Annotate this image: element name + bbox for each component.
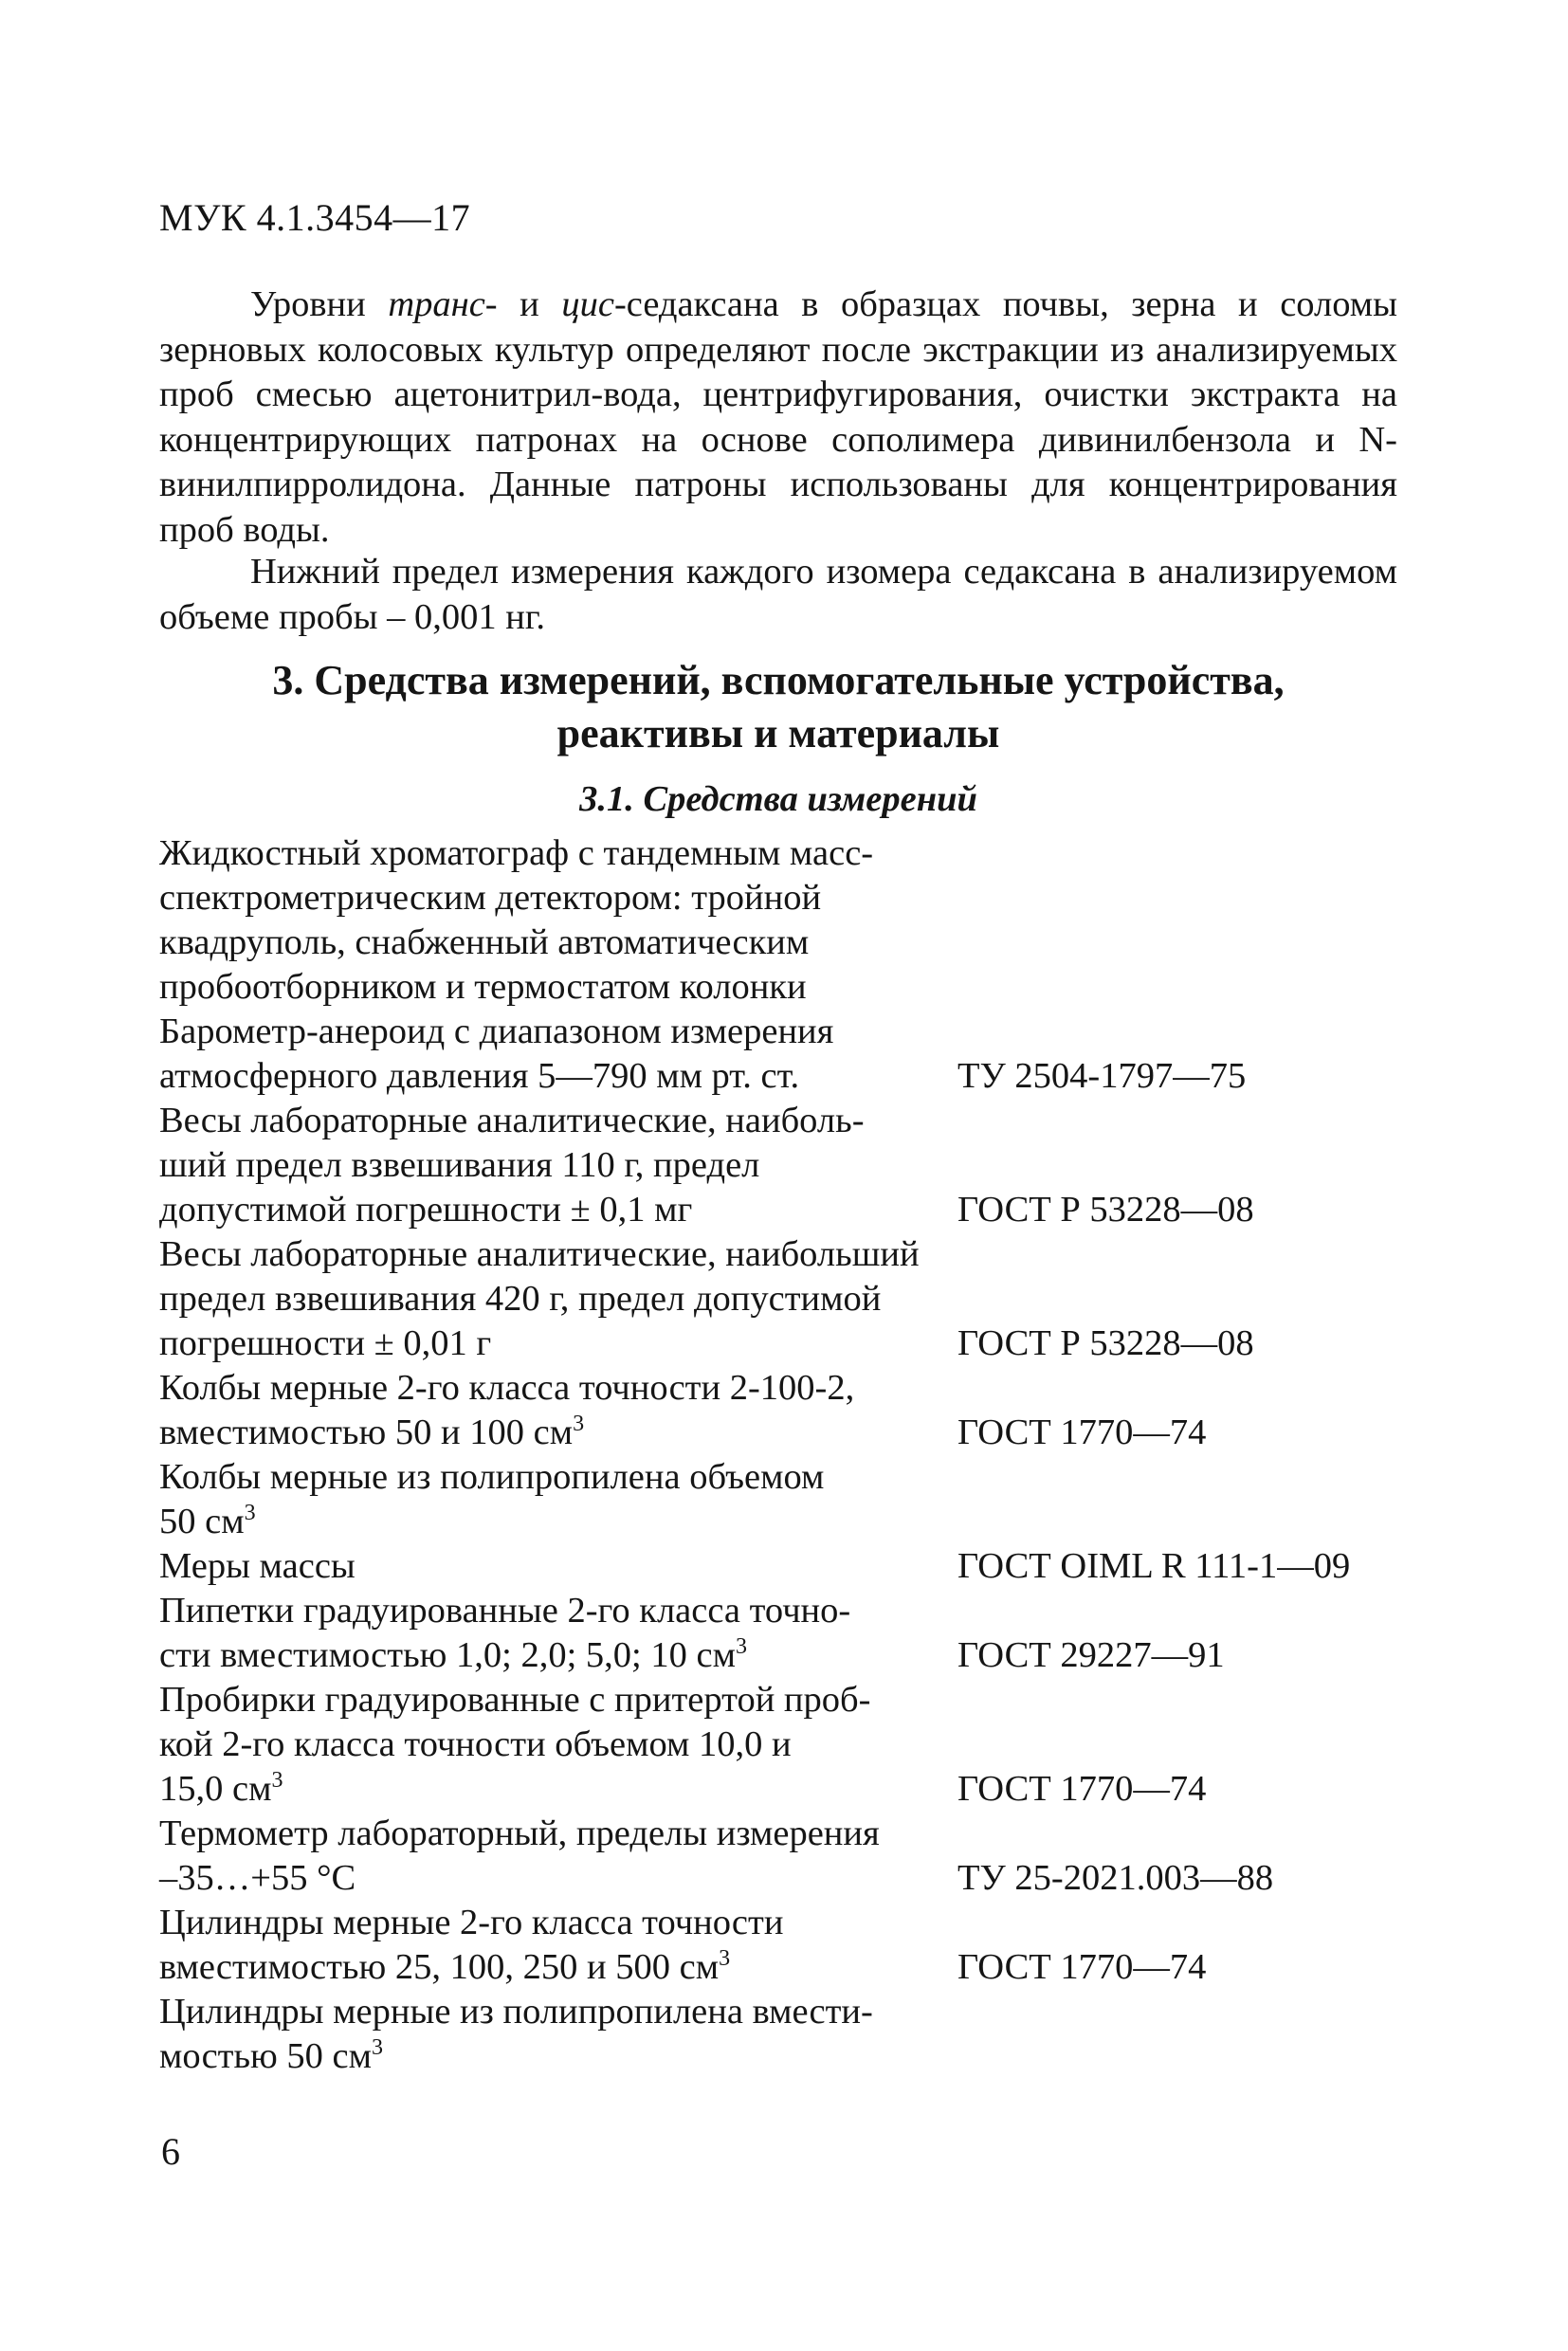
superscript-3: 3: [735, 1634, 747, 1659]
item-description: [159, 1678, 957, 1812]
item-description: [159, 1901, 957, 1990]
item-standard: ГОСТ Р 53228—08: [957, 1323, 1254, 1363]
item-description: [159, 1232, 957, 1366]
list-item: [159, 1990, 1420, 2079]
superscript-3: 3: [573, 1412, 585, 1436]
list-item: [159, 1544, 1420, 1589]
item-description-line: Меры массы: [159, 1546, 356, 1586]
subsection-heading: 3.1. Средства измерений: [579, 779, 977, 819]
italic-trans: транс-: [388, 284, 498, 324]
list-item: [159, 1589, 1420, 1678]
item-description-line: Весы лабораторные аналитические, наиболь-: [159, 1101, 865, 1140]
superscript-3: 3: [244, 1501, 256, 1525]
item-description-line: –35…+55 °С: [159, 1858, 356, 1898]
item-standard: ГОСТ 29227—91: [957, 1635, 1225, 1675]
item-description-line: Термометр лабораторный, пределы измерения: [159, 1813, 880, 1853]
list-item: [159, 1232, 1420, 1366]
item-description-line: пробоотборником и термостатом колонки: [159, 967, 807, 1007]
item-standard: ГОСТ OIML R 111-1—09: [957, 1546, 1351, 1586]
item-description-line: спектрометрическим детектором: тройной: [159, 878, 822, 918]
paragraph-and: и: [497, 284, 562, 324]
list-item: [159, 1812, 1420, 1901]
item-description-line: Весы лабораторные аналитические, наибольший: [159, 1234, 920, 1274]
item-description-line: Цилиндры мерные 2-го класса точности: [159, 1903, 784, 1942]
item-description: [159, 1366, 957, 1455]
item-description-line: сти вместимостью 1,0; 2,0; 5,0; 10 $см^3$: [159, 1634, 747, 1675]
item-standard: ГОСТ 1770—74: [957, 1947, 1207, 1987]
list-item: [159, 1455, 1420, 1544]
item-description: [159, 1010, 957, 1099]
list-item: [159, 1678, 1420, 1812]
list-item: [159, 1901, 1420, 1990]
item-description-line: допустимой погрешности ± 0,1 мг: [159, 1190, 693, 1230]
item-description: [159, 1589, 957, 1678]
item-description-line: Жидкостный хроматограф с тандемным масс-: [159, 833, 874, 873]
item-description-line: предел взвешивания 420 г, предел допустимой: [159, 1279, 882, 1319]
item-standard: ГОСТ 1770—74: [957, 1412, 1207, 1452]
item-description: [159, 1990, 957, 2079]
document-code-header: МУК 4.1.3454—17: [159, 196, 471, 239]
item-description: [159, 1455, 957, 1544]
superscript-3: 3: [372, 2035, 384, 2060]
item-description-line: 15,0 $см^3$: [159, 1768, 283, 1809]
item-description-line: Пипетки градуированные 2-го класса точно-: [159, 1591, 851, 1631]
item-standard: ТУ 25-2021.003—88: [957, 1858, 1274, 1898]
item-standard: ГОСТ Р 53228—08: [957, 1190, 1254, 1230]
item-description-line: Пробирки градуированные с притертой проб-: [159, 1680, 871, 1720]
item-description: [159, 1099, 957, 1232]
section-heading-line-2: реактивы и материалы: [556, 710, 1000, 756]
item-description-line: Колбы мерные из полипропилена объемом: [159, 1457, 825, 1497]
item-standard: ГОСТ 1770—74: [957, 1769, 1207, 1809]
list-item: [159, 1366, 1420, 1455]
list-item: [159, 831, 1420, 1010]
item-description-line: кой 2-го класса точности объемом 10,0 и: [159, 1724, 792, 1764]
paragraph-detection-limit-text: Нижний предел измерения каждого изомера седаксана в анализируемом объеме пробы – 0,001 нг.: [159, 552, 1397, 637]
list-item: [159, 1099, 1420, 1232]
item-standard: ТУ 2504-1797—75: [957, 1056, 1247, 1096]
item-description: [159, 1544, 957, 1589]
item-description-line: вместимостью 50 и 100 $см^3$: [159, 1412, 585, 1452]
item-description-line: атмосферного давления 5—790 мм рт. ст.: [159, 1056, 800, 1096]
list-item: [159, 1010, 1420, 1099]
item-description-line: ший предел взвешивания 110 г, предел: [159, 1145, 760, 1185]
item-description-line: Цилиндры мерные из полипропилена вмести-: [159, 1992, 873, 2032]
item-description-line: Барометр-анероид с диапазоном измерения: [159, 1011, 834, 1051]
item-description-line: квадруполь, снабженный автоматическим: [159, 922, 810, 962]
page-number: 6: [161, 2130, 180, 2173]
instrument-list: [159, 831, 1420, 2079]
item-description-line: мостью 50 $см^3$: [159, 2035, 384, 2076]
paragraph-lead: Уровни: [250, 284, 389, 324]
item-description-line: вместимостью 25, 100, 250 и 500 $см^3$: [159, 1946, 731, 1987]
paragraph-rest: -седаксана в образцах почвы, зерна и соломы зерновых колосовых культур определяют после экстракции из анализируемых проб смесью ацетонитрил-вода, центрифугирования, очистки экстракта на концентрирующих патронах на основе сополимера дивинилбензола и N-винилпирролидона. Данные патроны использованы для концентрирования проб воды.: [159, 284, 1397, 550]
section-heading: [159, 654, 1397, 760]
section-heading-line-1: 3. Средства измерений, вспомогательные устройства,: [272, 657, 1285, 703]
superscript-3: 3: [271, 1768, 283, 1793]
italic-cis: цис: [561, 284, 614, 324]
paragraph-detection-limit: [159, 550, 1397, 640]
item-description-line: погрешности ± 0,01 г: [159, 1323, 492, 1363]
item-description-line: 50 $см^3$: [159, 1501, 256, 1541]
superscript-3: 3: [719, 1946, 731, 1971]
item-description: [159, 831, 957, 1010]
paragraph-method-description: [159, 282, 1397, 553]
item-description-line: Колбы мерные 2-го класса точности 2-100-2,: [159, 1368, 855, 1408]
item-description: [159, 1812, 957, 1901]
